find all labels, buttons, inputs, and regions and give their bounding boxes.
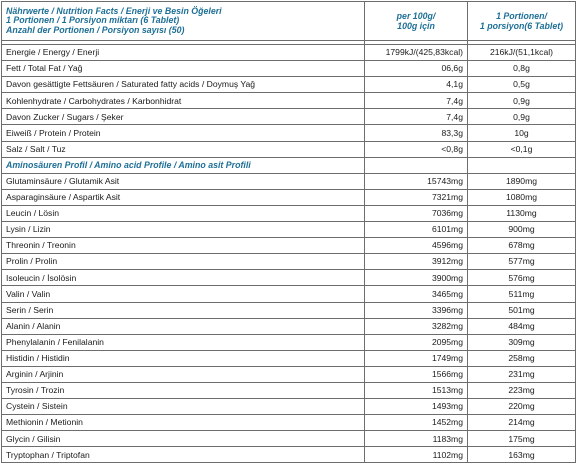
- row-label: Isoleucin / İsolösin: [2, 270, 365, 286]
- row-label: Prolin / Prolin: [2, 254, 365, 270]
- row-per100-value: 3465mg: [365, 286, 468, 302]
- nutrition-table: [1, 1, 576, 463]
- row-per100-value: 7321mg: [365, 189, 468, 205]
- empty-cell: [468, 157, 576, 173]
- amino-row: [2, 399, 576, 415]
- amino-row: [2, 173, 576, 189]
- row-label: Tyrosin / Trozin: [2, 382, 365, 398]
- row-portion-value: 577mg: [468, 254, 576, 270]
- row-label: Asparaginsäure / Aspartik Asit: [2, 189, 365, 205]
- row-label: Serin / Serin: [2, 302, 365, 318]
- row-portion-value: 0,8g: [468, 61, 576, 77]
- row-per100-value: <0,8g: [365, 141, 468, 157]
- row-per100-value: 1452mg: [365, 415, 468, 431]
- row-per100-value: 4,1g: [365, 77, 468, 93]
- amino-row: [2, 415, 576, 431]
- row-per100-value: 3396mg: [365, 302, 468, 318]
- nutrition-row: [2, 93, 576, 109]
- header-per100-line: 100g için: [397, 21, 435, 31]
- row-per100-value: 83,3g: [365, 125, 468, 141]
- row-portion-value: 678mg: [468, 238, 576, 254]
- row-label: Alanin / Alanin: [2, 318, 365, 334]
- row-portion-value: 0,9g: [468, 109, 576, 125]
- amino-row: [2, 318, 576, 334]
- row-label: Davon gesättigte Fettsäuren / Saturated fatty acids / Doymuş Yağ: [2, 77, 365, 93]
- row-per100-value: 7036mg: [365, 205, 468, 221]
- row-portion-value: 163mg: [468, 447, 576, 463]
- row-portion-value: 10g: [468, 125, 576, 141]
- nutrition-row: [2, 109, 576, 125]
- amino-row: [2, 350, 576, 366]
- row-portion-value: 223mg: [468, 382, 576, 398]
- row-per100-value: 1102mg: [365, 447, 468, 463]
- nutrition-row: [2, 125, 576, 141]
- row-label: Histidin / Histidin: [2, 350, 365, 366]
- row-portion-value: 501mg: [468, 302, 576, 318]
- row-per100-value: 3282mg: [365, 318, 468, 334]
- amino-row: [2, 334, 576, 350]
- row-portion-value: 1080mg: [468, 189, 576, 205]
- row-portion-value: 175mg: [468, 431, 576, 447]
- amino-row: [2, 302, 576, 318]
- row-label: Methionin / Metionin: [2, 415, 365, 431]
- amino-row: [2, 205, 576, 221]
- amino-row: [2, 382, 576, 398]
- row-label: Energie / Energy / Enerji: [2, 45, 365, 61]
- row-per100-value: 1799kJ/(425,83kcal): [365, 45, 468, 61]
- row-portion-value: 216kJ/(51,1kcal): [468, 45, 576, 61]
- row-portion-value: 1890mg: [468, 173, 576, 189]
- row-portion-value: 220mg: [468, 399, 576, 415]
- row-portion-value: 309mg: [468, 334, 576, 350]
- header-portion-line: 1 porsiyon(6 Tablet): [479, 21, 564, 31]
- row-per100-value: 1513mg: [365, 382, 468, 398]
- nutrition-row: [2, 45, 576, 61]
- row-label: Lysin / Lizin: [2, 222, 365, 238]
- header-title-cell: [2, 2, 365, 41]
- row-portion-value: 511mg: [468, 286, 576, 302]
- row-label: Eiweiß / Protein / Protein: [2, 125, 365, 141]
- row-portion-value: 0,5g: [468, 77, 576, 93]
- row-per100-value: 1493mg: [365, 399, 468, 415]
- amino-row: [2, 238, 576, 254]
- header-row: [2, 2, 576, 41]
- amino-row: [2, 286, 576, 302]
- amino-row: [2, 447, 576, 463]
- row-portion-value: 0,9g: [468, 93, 576, 109]
- row-label: Glycin / Gilisin: [2, 431, 365, 447]
- row-per100-value: 6101mg: [365, 222, 468, 238]
- amino-row: [2, 366, 576, 382]
- header-title-line: Anzahl der Portionen / Porsiyon sayısı (50): [6, 24, 185, 35]
- header-portion-cell: [468, 2, 576, 41]
- nutrition-row: [2, 141, 576, 157]
- row-label: Valin / Valin: [2, 286, 365, 302]
- row-per100-value: 7,4g: [365, 93, 468, 109]
- row-label: Kohlenhydrate / Carbohydrates / Karbonhidrat: [2, 93, 365, 109]
- amino-section-row: [2, 157, 576, 173]
- row-per100-value: 06,6g: [365, 61, 468, 77]
- row-portion-value: 214mg: [468, 415, 576, 431]
- row-label: Threonin / Treonin: [2, 238, 365, 254]
- row-per100-value: 2095mg: [365, 334, 468, 350]
- header-title-line: 1 Portionen / 1 Porsiyon miktarı (6 Tablet): [6, 15, 180, 26]
- header-per100-cell: [365, 2, 468, 41]
- row-label: Fett / Total Fat / Yağ: [2, 61, 365, 77]
- row-per100-value: 1749mg: [365, 350, 468, 366]
- row-label: Salz / Salt / Tuz: [2, 141, 365, 157]
- row-portion-value: 231mg: [468, 366, 576, 382]
- row-portion-value: 900mg: [468, 222, 576, 238]
- amino-row: [2, 189, 576, 205]
- row-label: Cystein / Sistein: [2, 399, 365, 415]
- amino-row: [2, 222, 576, 238]
- row-portion-value: <0,1g: [468, 141, 576, 157]
- header-title-line: Nährwerte / Nutrition Facts / Enerji ve Besin Öğeleri: [6, 5, 222, 16]
- amino-row: [2, 270, 576, 286]
- row-label: Phenylalanin / Fenilalanin: [2, 334, 365, 350]
- row-label: Leucin / Lösin: [2, 205, 365, 221]
- row-portion-value: 484mg: [468, 318, 576, 334]
- row-per100-value: 7,4g: [365, 109, 468, 125]
- header-per100-line: per 100g/: [396, 10, 436, 21]
- row-per100-value: 1183mg: [365, 431, 468, 447]
- header-portion-line: 1 Portionen/: [496, 10, 547, 21]
- empty-cell: [365, 157, 468, 173]
- row-per100-value: 15743mg: [365, 173, 468, 189]
- row-portion-value: 1130mg: [468, 205, 576, 221]
- nutrition-row: [2, 77, 576, 93]
- row-label: Davon Zucker / Sugars / Şeker: [2, 109, 365, 125]
- row-portion-value: 576mg: [468, 270, 576, 286]
- row-label: Tryptophan / Triptofan: [2, 447, 365, 463]
- row-per100-value: 4596mg: [365, 238, 468, 254]
- row-per100-value: 3912mg: [365, 254, 468, 270]
- row-portion-value: 258mg: [468, 350, 576, 366]
- row-per100-value: 3900mg: [365, 270, 468, 286]
- row-per100-value: 1566mg: [365, 366, 468, 382]
- row-label: Glutaminsäure / Glutamik Asit: [2, 173, 365, 189]
- amino-row: [2, 254, 576, 270]
- row-label: Arginin / Arjinin: [2, 366, 365, 382]
- nutrition-row: [2, 61, 576, 77]
- amino-section-title: Aminosäuren Profil / Amino acid Profile / Amino asit Profili: [2, 157, 365, 173]
